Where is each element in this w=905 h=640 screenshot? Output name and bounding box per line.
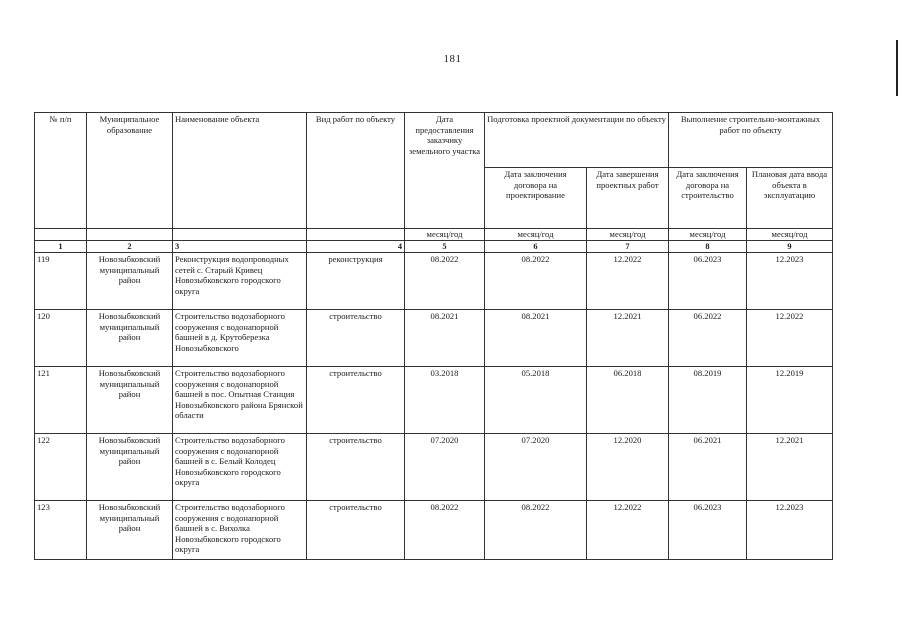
units-empty-cell: [35, 229, 87, 241]
row-commissioning-date: 12.2023: [747, 501, 833, 560]
table-row: [35, 434, 833, 501]
column-number: 1: [35, 241, 87, 253]
row-design-contract-date: 05.2018: [485, 367, 587, 434]
column-number: 4: [307, 241, 405, 253]
row-object-name: Строительство водозаборного сооружения с водонапорной башней в с. Вихолка Новозыбковского городского округа: [173, 501, 307, 560]
row-construction-contract-date: 06.2023: [669, 501, 747, 560]
table-row: [35, 367, 833, 434]
header-no: № п/п: [35, 113, 87, 229]
row-work-type: строительство: [307, 367, 405, 434]
unit-cell: месяц/год: [485, 229, 587, 241]
column-number: 7: [587, 241, 669, 253]
row-construction-contract-date: 06.2021: [669, 434, 747, 501]
row-design-finish-date: 12.2020: [587, 434, 669, 501]
row-municipality: Новозыбковский муниципальный район: [87, 501, 173, 560]
column-number: 9: [747, 241, 833, 253]
row-municipality: Новозыбковский муниципальный район: [87, 434, 173, 501]
header-land-date: Дата предоставления заказчику земельного участка: [405, 113, 485, 229]
column-number: 5: [405, 241, 485, 253]
row-design-finish-date: 12.2021: [587, 310, 669, 367]
table-row: [35, 310, 833, 367]
row-construction-contract-date: 08.2019: [669, 367, 747, 434]
row-land-date: 08.2022: [405, 501, 485, 560]
header-construction-contract-date: Дата заключения договора на строительство: [669, 168, 747, 229]
header-commissioning-date: Плановая дата ввода объекта в эксплуатацию: [747, 168, 833, 229]
row-commissioning-date: 12.2022: [747, 310, 833, 367]
table-row: [35, 253, 833, 310]
row-design-finish-date: 12.2022: [587, 253, 669, 310]
header-construction-group: Выполнение строительно-монтажных работ по объекту: [669, 113, 833, 168]
row-no: 123: [35, 501, 87, 560]
row-construction-contract-date: 06.2023: [669, 253, 747, 310]
row-work-type: строительство: [307, 501, 405, 560]
row-commissioning-date: 12.2023: [747, 253, 833, 310]
units-row: [35, 229, 833, 241]
header-municipality: Муниципальное образование: [87, 113, 173, 229]
column-number: 6: [485, 241, 587, 253]
column-number: 8: [669, 241, 747, 253]
units-empty-cell: [307, 229, 405, 241]
header-design-group: Подготовка проектной документации по объекту: [485, 113, 669, 168]
row-no: 119: [35, 253, 87, 310]
row-municipality: Новозыбковский муниципальный район: [87, 367, 173, 434]
header-design-finish-date: Дата завершения проектных работ: [587, 168, 669, 229]
row-object-name: Строительство водозаборного сооружения с водонапорной башней в с. Белый Колодец Новозыбковского городского округа: [173, 434, 307, 501]
row-object-name: Строительство водозаборного сооружения с водонапорной башней в д. Крутоберезка Новозыбковского: [173, 310, 307, 367]
unit-cell: месяц/год: [587, 229, 669, 241]
header-work-type: Вид работ по объекту: [307, 113, 405, 229]
table-row: [35, 501, 833, 560]
row-object-name: Реконструкция водопроводных сетей с. Старый Кривец Новозыбковского городского округа: [173, 253, 307, 310]
row-design-contract-date: 08.2022: [485, 501, 587, 560]
header-object-name: Наименование объекта: [173, 113, 307, 229]
row-no: 122: [35, 434, 87, 501]
row-municipality: Новозыбковский муниципальный район: [87, 310, 173, 367]
row-design-contract-date: 08.2022: [485, 253, 587, 310]
row-work-type: строительство: [307, 434, 405, 501]
scan-edge-mark: [896, 40, 898, 96]
column-number: 3: [173, 241, 307, 253]
row-municipality: Новозыбковский муниципальный район: [87, 253, 173, 310]
row-design-contract-date: 07.2020: [485, 434, 587, 501]
row-design-finish-date: 12.2022: [587, 501, 669, 560]
row-no: 121: [35, 367, 87, 434]
row-construction-contract-date: 06.2022: [669, 310, 747, 367]
unit-cell: месяц/год: [405, 229, 485, 241]
units-empty-cell: [87, 229, 173, 241]
unit-cell: месяц/год: [669, 229, 747, 241]
row-commissioning-date: 12.2019: [747, 367, 833, 434]
row-land-date: 08.2021: [405, 310, 485, 367]
header-design-contract-date: Дата заключения договора на проектирование: [485, 168, 587, 229]
column-numbers-row: [35, 241, 833, 253]
column-number: 2: [87, 241, 173, 253]
row-land-date: 03.2018: [405, 367, 485, 434]
objects-table: [34, 112, 833, 560]
row-no: 120: [35, 310, 87, 367]
row-land-date: 07.2020: [405, 434, 485, 501]
row-design-finish-date: 06.2018: [587, 367, 669, 434]
row-land-date: 08.2022: [405, 253, 485, 310]
row-work-type: строительство: [307, 310, 405, 367]
unit-cell: месяц/год: [747, 229, 833, 241]
units-empty-cell: [173, 229, 307, 241]
row-work-type: реконструкция: [307, 253, 405, 310]
header-row-1: [35, 113, 833, 168]
row-object-name: Строительство водозаборного сооружения с водонапорной башней в пос. Опытная Станция Новозыбковского района Брянской области: [173, 367, 307, 434]
page-number: 181: [443, 53, 462, 65]
row-design-contract-date: 08.2021: [485, 310, 587, 367]
row-commissioning-date: 12.2021: [747, 434, 833, 501]
